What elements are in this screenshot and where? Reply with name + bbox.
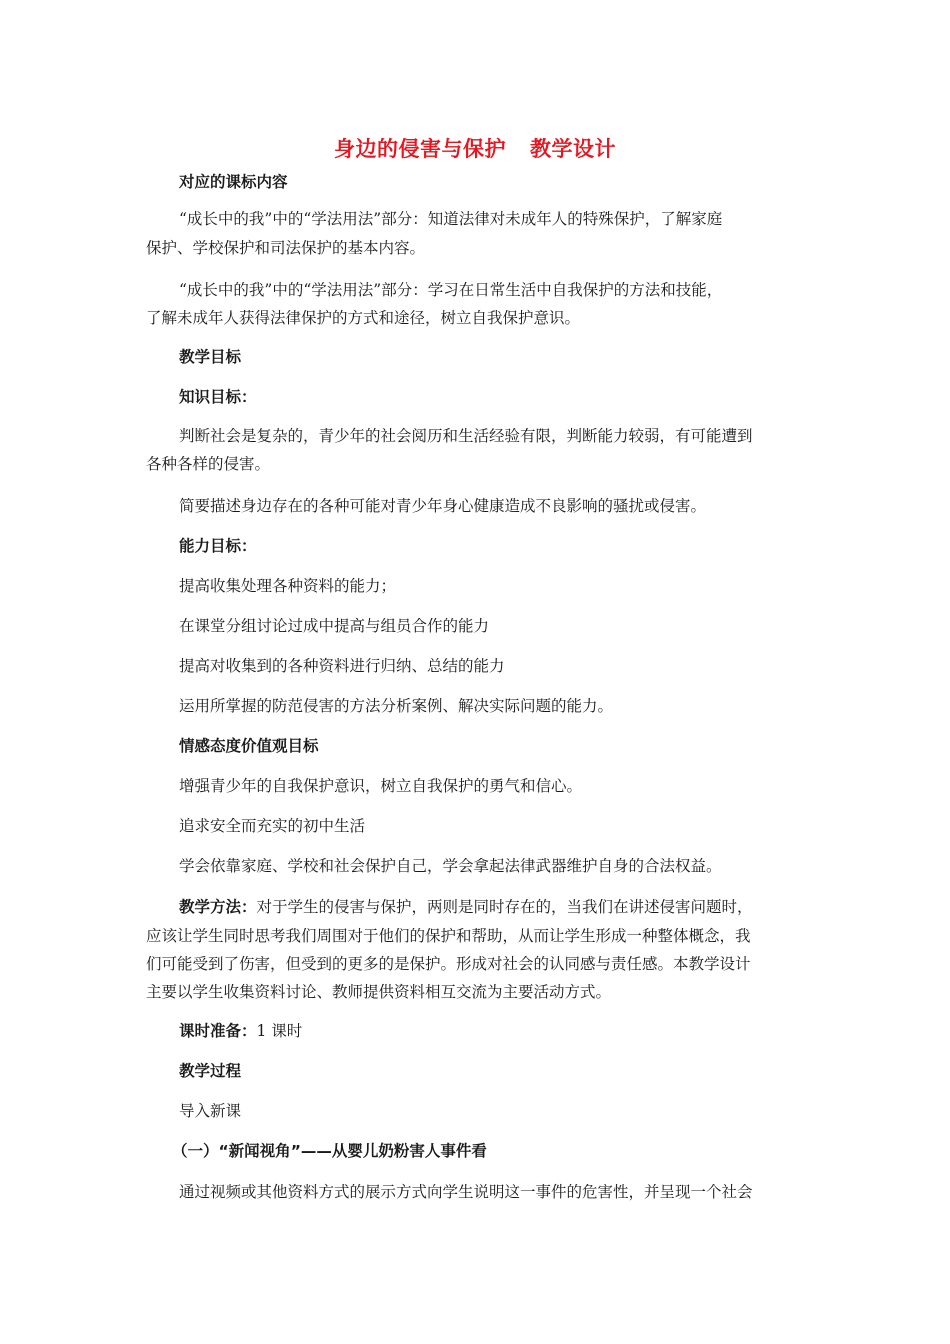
teaching-method-label: 教学方法： [179,898,257,916]
teaching-method-line-1 [179,897,753,917]
teaching-method-text: 对于学生的侵害与保护，两则是同时存在的，当我们在讲述侵害问题时， [256,898,753,916]
knowledge-goal-1-line-2: 各种各样的侵害。 [146,455,271,473]
teaching-method-line-2: 应该让学生同时思考我们周围对于他们的保护和帮助，从而让学生形成一种整体概念，我 [146,927,751,945]
values-goal-item: 学会依靠家庭、学校和社会保护自己，学会拿起法律武器维护自身的合法权益。 [179,857,722,875]
ability-goal-item: 运用所掌握的防范侵害的方法分析案例、解决实际问题的能力。 [179,697,614,715]
curriculum-paragraph-2-line-1: “成长中的我”中的“学法用法”部分：学习在日常生活中自我保护的方法和技能， [179,281,723,299]
knowledge-goal-1-line-1: 判断社会是复杂的，青少年的社会阅历和生活经验有限，判断能力较弱，有可能遭到 [179,427,753,445]
process-intro: 导入新课 [179,1102,242,1120]
teaching-method-line-3: 们可能受到了伤害，但受到的更多的是保护。形成对社会的认同感与责任感。本教学设计 [146,955,751,973]
section-1-heading: （一）“新闻视角”——从婴儿奶粉害人事件看 [172,1142,487,1160]
title-part-1: 身边的侵害与保护 [334,137,506,161]
class-hours [179,1021,302,1041]
process-heading: 教学过程 [179,1062,242,1080]
ability-goal-item: 提高收集处理各种资料的能力； [179,577,397,595]
title-part-2: 教学设计 [530,137,616,161]
curriculum-paragraph-2-line-2: 了解未成年人获得法律保护的方式和途径，树立自我保护意识。 [146,309,581,327]
knowledge-goal-2: 简要描述身边存在的各种可能对青少年身心健康造成不良影响的骚扰或侵害。 [179,497,707,515]
class-hours-value: 1 课时 [256,1022,303,1040]
values-goal-item: 增强青少年的自我保护意识，树立自我保护的勇气和信心。 [179,777,583,795]
curriculum-paragraph-1-line-2: 保护、学校保护和司法保护的基本内容。 [146,239,426,257]
class-hours-label: 课时准备： [179,1022,257,1040]
goals-heading: 教学目标 [179,348,242,366]
document-title [0,133,950,163]
teaching-method-line-4: 主要以学生收集资料讨论、教师提供资料相互交流为主要活动方式。 [146,983,612,1001]
curriculum-heading: 对应的课标内容 [179,173,288,191]
values-goals-heading: 情感态度价值观目标 [179,737,319,755]
ability-goal-item: 提高对收集到的各种资料进行归纳、总结的能力 [179,657,505,675]
values-goal-item: 追求安全而充实的初中生活 [179,817,366,835]
curriculum-paragraph-1-line-1: “成长中的我”中的“学法用法”部分：知道法律对未成年人的特殊保护，了解家庭 [179,210,723,228]
knowledge-goals-heading: 知识目标： [179,388,257,406]
ability-goals-heading: 能力目标： [179,537,257,555]
ability-goal-item: 在课堂分组讨论过成中提高与组员合作的能力 [179,617,490,635]
section-1-text: 通过视频或其他资料方式的展示方式向学生说明这一事件的危害性，并呈现一个社会 [179,1183,753,1201]
